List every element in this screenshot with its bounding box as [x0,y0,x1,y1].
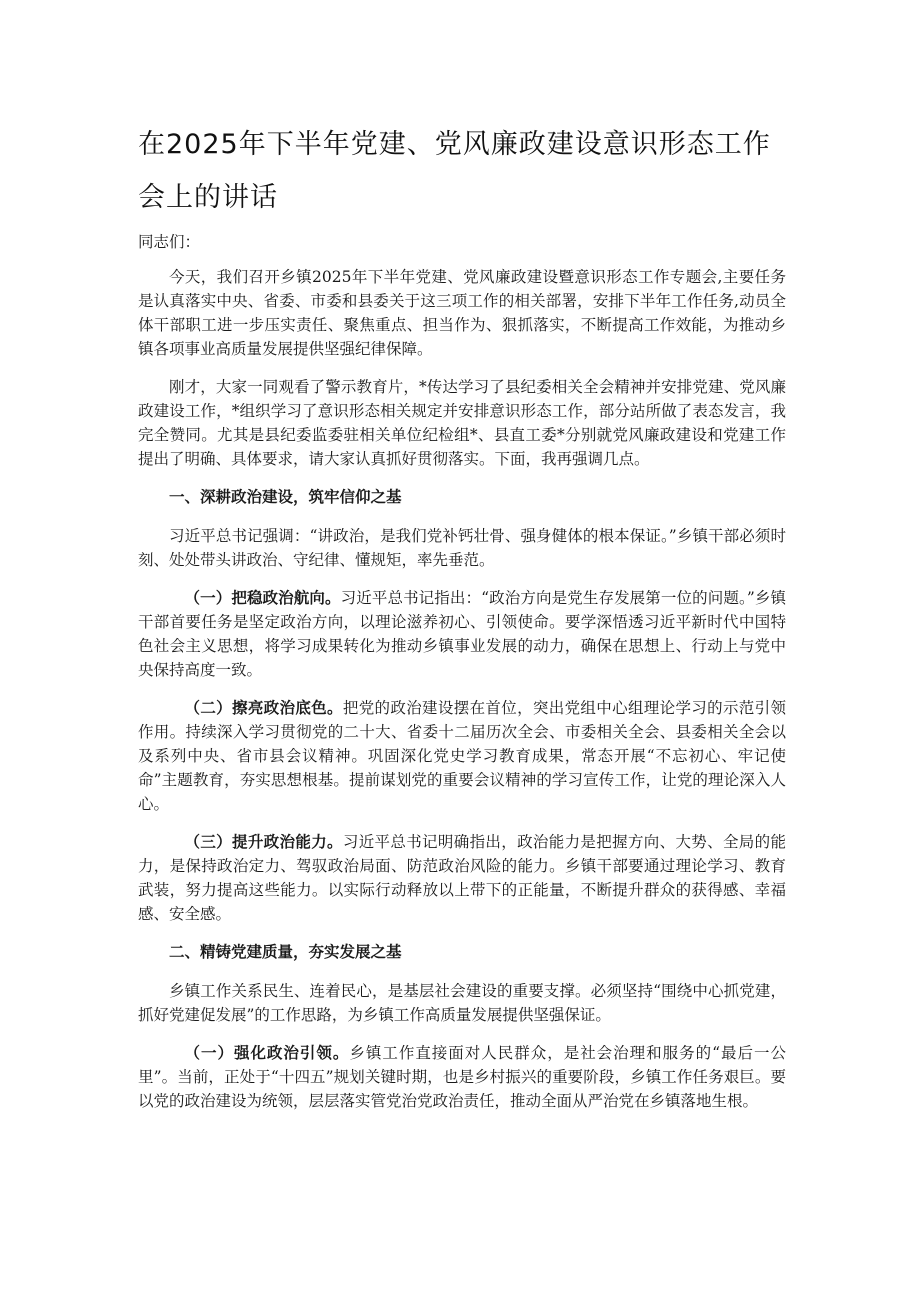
title-line-2: 会上的讲话 [138,182,278,213]
section-1-item-2-text: 把党的政治建设摆在首位，突出党组中心组理论学习的示范引领作用。持续深入学习贯彻党的二十大、省委十二届历次全会、市委相关全会、县委相关全会以及系列中央、省市县会议精神。巩固深化党史学习教育成果，常态开展“不忘初心、牢记使命”主题教育，夯实思想根基。提前谋划党的重要会议精神的学习宣传工作，让党的理论深入人心。 [138,699,786,813]
section-1-item-1-lead: （一）把稳政治航向。 [184,589,341,607]
intro-paragraph-2: 刚才，大家一同观看了警示教育片，*传达学习了县纪委相关全会精神并安排党建、党风廉政建设工作，*组织学习了意识形态相关规定并安排意识形态工作，部分站所做了表态发言，我完全赞同。尤其是县纪委监委驻相关单位纪检组*、县直工委*分别就党风廉政建设和党建工作提出了明确、具体要求，请大家认真抓好贯彻落实。下面，我再强调几点。 [138,378,786,468]
document-title [138,118,788,224]
section-1-item-3 [138,830,786,926]
section-1-item-3-lead: （三）提升政治能力。 [184,833,343,851]
salutation: 同志们： [138,233,201,251]
section-1-item-1-text: 习近平总书记指出：“政治方向是党生存发展第一位的问题。”乡镇干部首要任务是坚定政治方向，以理论滋养初心、引领使命。要学深悟透习近平新时代中国特色社会主义思想，将学习成果转化为推动乡镇事业发展的动力，确保在思想上、行动上与党中央保持高度一致。 [138,589,786,679]
section-2-item-1-text: 乡镇工作直接面对人民群众，是社会治理和服务的“最后一公里”。当前，正处于“十四五”规划关键时期，也是乡村振兴的重要阶段，乡镇工作任务艰巨。要以党的政治建设为统领，层层落实管党治党政治责任，推动全面从严治党在乡镇落地生根。 [138,1044,786,1110]
document-body [138,230,786,1127]
title-line-1: 在2025年下半年党建、党风廉政建设意识形态工作 [138,129,771,160]
section-1-item-3-text: 习近平总书记明确指出，政治能力是把握方向、大势、全局的能力，是保持政治定力、驾驭政治局面、防范政治风险的能力。乡镇干部要通过理论学习、教育武装，努力提高这些能力。以实际行动释放以上带下的正能量，不断提升群众的获得感、幸福感、安全感。 [138,833,786,923]
section-2-intro: 乡镇工作关系民生、连着民心，是基层社会建设的重要支撑。必须坚持“围绕中心抓党建，抓好党建促发展”的工作思路，为乡镇工作高质量发展提供坚强保证。 [138,982,786,1024]
intro-paragraph-1: 今天，我们召开乡镇2025年下半年党建、党风廉政建设暨意识形态工作专题会,主要任务是认真落实中央、省委、市委和县委关于这三项工作的相关部署，安排下半年工作任务,动员全体干部职工进一步压实责任、聚焦重点、担当作为、狠抓落实，不断提高工作效能，为推动乡镇各项事业高质量发展提供坚强纪律保障。 [138,268,786,358]
section-2-item-1-lead: （一）强化政治引领。 [184,1044,350,1062]
section-1-item-2-lead: （二）擦亮政治底色。 [184,699,343,717]
section-2-heading: 二、精铸党建质量，夯实发展之基 [169,943,402,961]
section-1-item-2 [138,696,786,816]
section-1-intro: 习近平总书记强调：“讲政治，是我们党补钙壮骨、强身健体的根本保证。”乡镇干部必须时刻、处处带头讲政治、守纪律、懂规矩，率先垂范。 [138,527,786,569]
section-1-item-1 [138,586,786,682]
section-1-heading: 一、深耕政治建设，筑牢信仰之基 [169,488,402,506]
section-2-item-1 [138,1041,786,1113]
